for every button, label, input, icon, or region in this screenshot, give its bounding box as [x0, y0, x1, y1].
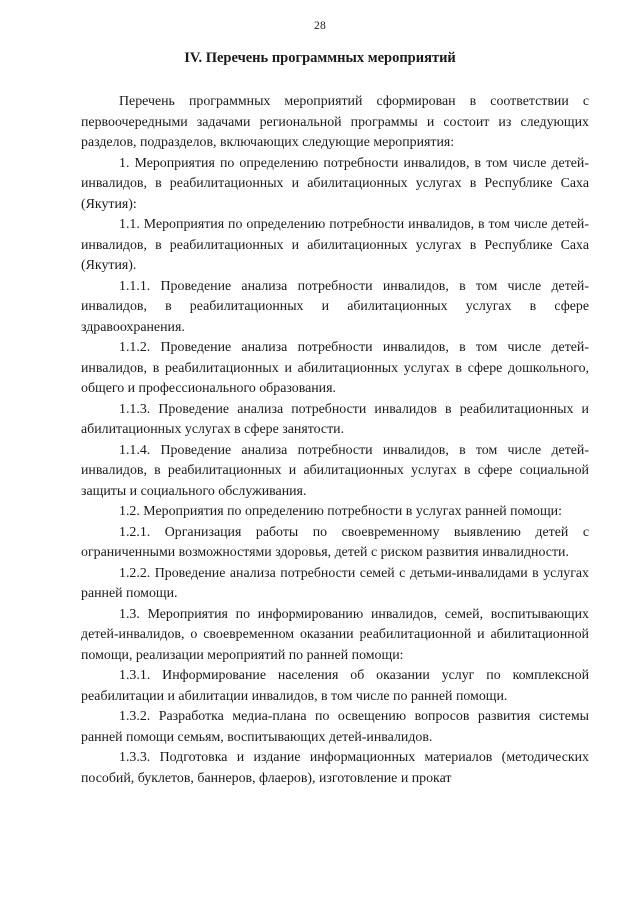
section-title: IV. Перечень программных мероприятий — [184, 50, 456, 66]
paragraph-item-1-1: 1.1. Мероприятия по определению потребности инвалидов, в том числе детей-инвалидов, в реабилитационных и абилитационных услугах в Республике Саха (Якутия). — [81, 217, 589, 273]
paragraph-item-1-3-2: 1.3.2. Разработка медиа-плана по освещению вопросов развития системы ранней помощи семьям, воспитывающих детей-инвалидов. — [81, 709, 589, 745]
page-number: 28 — [314, 20, 326, 32]
paragraph-item-1-1-2: 1.1.2. Проведение анализа потребности инвалидов, в том числе детей-инвалидов, в реабилитационных и абилитационных услугах в сфере дошкольного, общего и профессионального образования. — [81, 340, 589, 396]
paragraph-item-1: 1. Мероприятия по определению потребности инвалидов, в том числе детей-инвалидов, в реабилитационных и абилитационных услугах в Республике Саха (Якутия): — [81, 155, 589, 212]
paragraph-item-1-1-4: 1.1.4. Проведение анализа потребности инвалидов, в том числе детей-инвалидов, в реабилитационных и абилитационных услугах в сфере социальной защиты и социального обслуживания. — [81, 442, 589, 499]
paragraph-intro: Перечень программных мероприятий сформирован в соответствии с первоочередными задачами региональной программы и состоит из следующих разделов, подразделов, включающих следующие мероприятия: — [81, 94, 589, 150]
paragraph-item-1-2: 1.2. Мероприятия по определению потребности в услугах ранней помощи: — [119, 504, 562, 519]
paragraph-item-1-2-1: 1.2.1. Организация работы по своевременному выявлению детей с ограниченными возможностями здоровья, детей с риском развития инвалидности. — [81, 524, 589, 560]
paragraph-item-1-3-3: 1.3.3. Подготовка и издание информационных материалов (методических пособий, буклетов, баннеров, флаеров), изготовление и прокат — [81, 750, 589, 786]
paragraph-item-1-3: 1.3. Мероприятия по информированию инвалидов, семей, воспитывающих детей-инвалидов, о своевременном оказании реабилитационной и абилитационной помощи, реализации мероприятий по ранней помощи: — [81, 606, 589, 663]
paragraph-item-1-2-2: 1.2.2. Проведение анализа потребности семей с детьми-инвалидами в услугах ранней помощи. — [81, 565, 589, 601]
paragraph-item-1-1-3: 1.1.3. Проведение анализа потребности инвалидов в реабилитационных и абилитационных услугах в сфере занятости. — [81, 401, 589, 437]
document-body — [81, 92, 589, 789]
paragraph-item-1-3-1: 1.3.1. Информирование населения об оказании услуг по комплексной реабилитации и абилитации инвалидов, в том числе по ранней помощи. — [81, 668, 589, 704]
paragraph-item-1-1-1: 1.1.1. Проведение анализа потребности инвалидов, в том числе детей-инвалидов, в реабилитационных и абилитационных услугах в сфере здравоохранения. — [81, 278, 589, 335]
